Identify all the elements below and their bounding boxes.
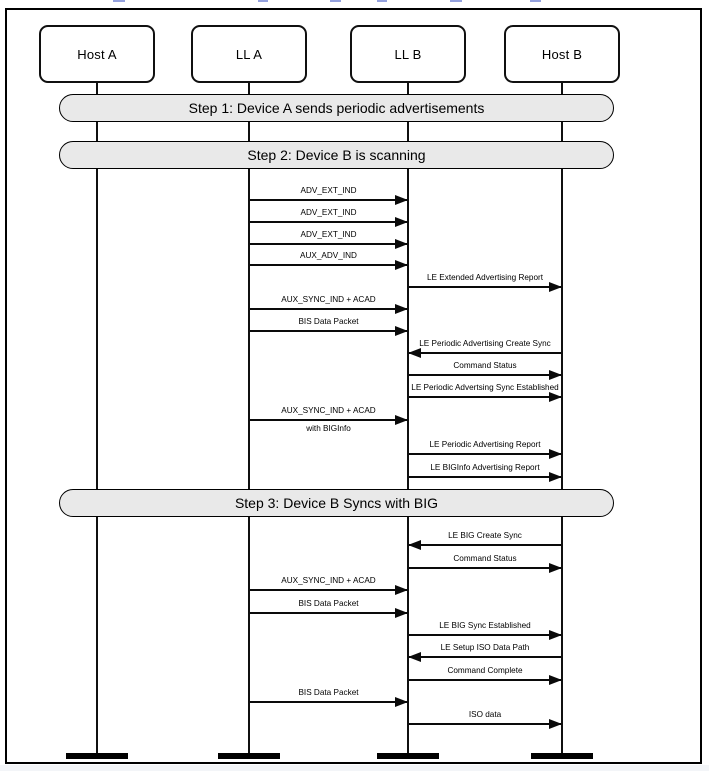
step-banner-3: Step 3: Device B Syncs with BIG	[59, 489, 614, 517]
actor-box-ll-b: LL B	[350, 25, 466, 83]
message-label: Command Status	[453, 554, 517, 563]
message-line	[250, 308, 407, 310]
lifeline-host-b	[561, 83, 563, 756]
message-line	[409, 723, 561, 725]
message-line	[409, 352, 561, 354]
message-line	[409, 286, 561, 288]
lifeline-end-host-a	[66, 753, 128, 759]
arrowhead-right-icon	[395, 195, 408, 205]
lifeline-end-ll-a	[218, 753, 280, 759]
arrowhead-right-icon	[549, 675, 562, 685]
actor-box-ll-a: LL A	[191, 25, 307, 83]
page-edge-artifact	[450, 0, 462, 2]
message-label: LE BIGInfo Advertising Report	[430, 463, 540, 472]
message-label: LE BIG Create Sync	[448, 531, 522, 540]
message-label: Command Complete	[447, 666, 523, 675]
message-label: LE Periodic Advertising Create Sync	[419, 339, 551, 348]
arrowhead-right-icon	[395, 260, 408, 270]
message-label: BIS Data Packet	[298, 688, 359, 697]
message-line	[409, 476, 561, 478]
sequence-diagram-frame	[5, 8, 702, 764]
message-label: AUX_SYNC_IND + ACAD	[281, 406, 376, 415]
message-label: LE Setup ISO Data Path	[440, 643, 530, 652]
message-sublabel: with BIGInfo	[306, 424, 351, 433]
message-line	[250, 243, 407, 245]
arrowhead-right-icon	[395, 608, 408, 618]
message-line	[250, 330, 407, 332]
message-line	[409, 544, 561, 546]
lifeline-host-a	[96, 83, 98, 756]
message-line	[409, 396, 561, 398]
arrowhead-right-icon	[549, 449, 562, 459]
message-line	[250, 589, 407, 591]
message-line	[409, 453, 561, 455]
step-banner-1: Step 1: Device A sends periodic advertisements	[59, 94, 614, 122]
arrowhead-right-icon	[549, 370, 562, 380]
message-label: ADV_EXT_IND	[300, 186, 357, 195]
page-edge-artifact	[530, 0, 541, 2]
page-edge-artifact	[258, 0, 268, 2]
arrowhead-right-icon	[549, 719, 562, 729]
arrowhead-right-icon	[549, 563, 562, 573]
arrowhead-right-icon	[395, 326, 408, 336]
message-line	[409, 634, 561, 636]
arrowhead-right-icon	[395, 239, 408, 249]
message-line	[250, 419, 407, 421]
actor-box-host-b: Host B	[504, 25, 620, 83]
arrowhead-right-icon	[549, 282, 562, 292]
arrowhead-right-icon	[549, 630, 562, 640]
message-label: LE Periodic Advertsing Sync Established	[411, 383, 559, 392]
message-label: LE Extended Advertising Report	[426, 273, 544, 282]
lifeline-end-ll-b	[377, 753, 439, 759]
message-label: ISO data	[468, 710, 502, 719]
page-bottom-strip	[0, 765, 709, 771]
arrowhead-right-icon	[395, 304, 408, 314]
arrowhead-left-icon	[408, 348, 421, 358]
arrowhead-right-icon	[395, 585, 408, 595]
message-label: AUX_SYNC_IND + ACAD	[281, 295, 376, 304]
page-edge-artifact	[377, 0, 387, 2]
actor-box-host-a: Host A	[39, 25, 155, 83]
arrowhead-right-icon	[395, 217, 408, 227]
message-label: Command Status	[453, 361, 517, 370]
message-line	[250, 264, 407, 266]
message-label: LE BIG Sync Established	[439, 621, 531, 630]
arrowhead-right-icon	[395, 697, 408, 707]
message-label: AUX_SYNC_IND + ACAD	[281, 576, 376, 585]
message-line	[250, 612, 407, 614]
message-line	[250, 221, 407, 223]
message-label: BIS Data Packet	[298, 317, 359, 326]
message-label: LE Periodic Advertising Report	[429, 440, 541, 449]
message-line	[409, 656, 561, 658]
message-label: AUX_ADV_IND	[300, 251, 357, 260]
step-banner-2: Step 2: Device B is scanning	[59, 141, 614, 169]
message-line	[409, 374, 561, 376]
lifeline-end-host-b	[531, 753, 593, 759]
arrowhead-right-icon	[549, 392, 562, 402]
message-line	[409, 679, 561, 681]
message-label: BIS Data Packet	[298, 599, 359, 608]
arrowhead-right-icon	[549, 472, 562, 482]
arrowhead-left-icon	[408, 540, 421, 550]
message-line	[250, 701, 407, 703]
arrowhead-left-icon	[408, 652, 421, 662]
message-line	[250, 199, 407, 201]
page-edge-artifact	[330, 0, 341, 2]
page-edge-artifact	[113, 0, 125, 2]
message-line	[409, 567, 561, 569]
message-label: ADV_EXT_IND	[300, 208, 357, 217]
message-label: ADV_EXT_IND	[300, 230, 357, 239]
